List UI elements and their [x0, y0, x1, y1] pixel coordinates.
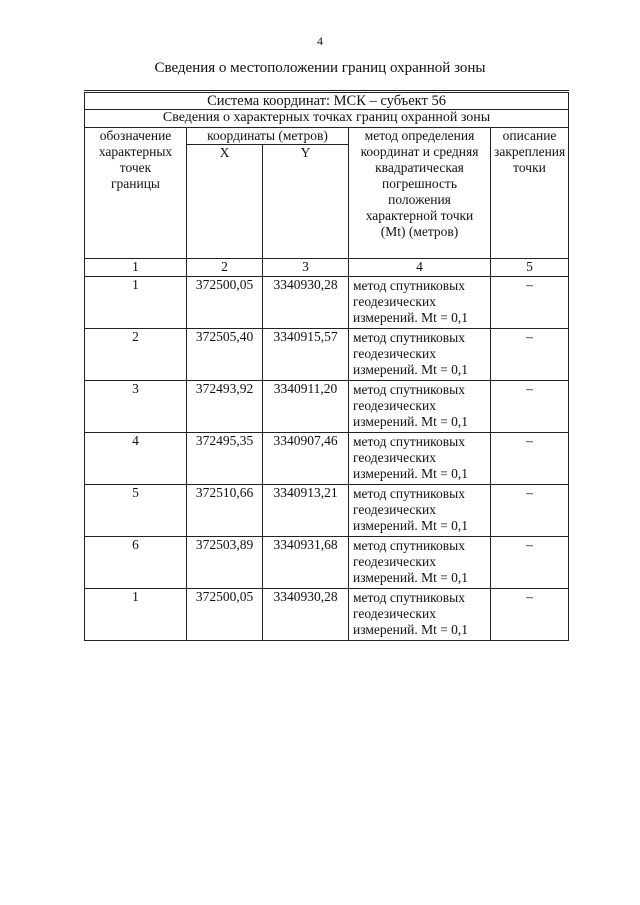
- measurement-method: метод спутниковых геодезических измерений. Mt = 0,1: [349, 433, 491, 485]
- coordinate-x: 372493,92: [187, 381, 263, 433]
- measurement-method: метод спутниковых геодезических измерений. Mt = 0,1: [349, 485, 491, 537]
- point-number: 5: [85, 485, 187, 537]
- table-row: [85, 277, 569, 329]
- page-number: 4: [317, 34, 323, 48]
- header-point-designation: обозначение характерных точек границы: [85, 128, 187, 259]
- table-row: [85, 329, 569, 381]
- point-description: –: [491, 433, 569, 485]
- header-point-description: описание закрепления точки: [491, 128, 569, 259]
- point-number: 2: [85, 329, 187, 381]
- measurement-method: метод спутниковых геодезических измерений. Mt = 0,1: [349, 277, 491, 329]
- point-number: 1: [85, 589, 187, 641]
- coordinate-y: 3340930,28: [263, 277, 349, 329]
- boundary-points-table: [84, 90, 569, 641]
- table-row: [85, 589, 569, 641]
- coordinate-y: 3340907,46: [263, 433, 349, 485]
- point-description: –: [491, 381, 569, 433]
- points-info-row: [85, 110, 569, 128]
- table-row: [85, 537, 569, 589]
- column-number: 4: [349, 259, 491, 277]
- coordinate-y: 3340913,21: [263, 485, 349, 537]
- point-description: –: [491, 277, 569, 329]
- header-y: Y: [263, 145, 349, 259]
- coordinate-x: 372495,35: [187, 433, 263, 485]
- measurement-method: метод спутниковых геодезических измерений. Mt = 0,1: [349, 381, 491, 433]
- table-row: [85, 381, 569, 433]
- header-x: X: [187, 145, 263, 259]
- point-number: 1: [85, 277, 187, 329]
- point-description: –: [491, 537, 569, 589]
- coordinate-x: 372503,89: [187, 537, 263, 589]
- point-description: –: [491, 589, 569, 641]
- coordinate-system-row: [85, 92, 569, 110]
- coordinate-x: 372505,40: [187, 329, 263, 381]
- coordinate-y: 3340911,20: [263, 381, 349, 433]
- column-numbers-row: [85, 259, 569, 277]
- column-number: 3: [263, 259, 349, 277]
- coordinate-y: 3340931,68: [263, 537, 349, 589]
- column-number: 5: [491, 259, 569, 277]
- coordinate-x: 372500,05: [187, 589, 263, 641]
- points-info-label: Сведения о характерных точках границ охранной зоны: [85, 110, 569, 128]
- measurement-method: метод спутниковых геодезических измерений. Mt = 0,1: [349, 537, 491, 589]
- table-row: [85, 433, 569, 485]
- coordinate-y: 3340930,28: [263, 589, 349, 641]
- coordinate-y: 3340915,57: [263, 329, 349, 381]
- measurement-method: метод спутниковых геодезических измерений. Mt = 0,1: [349, 589, 491, 641]
- header-method: метод определения координат и средняя квадратическая погрешность положения характерной точки (Mt) (метров): [349, 128, 491, 259]
- point-description: –: [491, 485, 569, 537]
- header-row: [85, 128, 569, 145]
- point-description: –: [491, 329, 569, 381]
- coordinate-x: 372500,05: [187, 277, 263, 329]
- coordinate-x: 372510,66: [187, 485, 263, 537]
- point-number: 6: [85, 537, 187, 589]
- document-title: Сведения о местоположении границ охранной зоны: [154, 60, 486, 76]
- header-coordinates-group: координаты (метров): [187, 128, 349, 145]
- point-number: 4: [85, 433, 187, 485]
- coordinate-system-label: Система координат: МСК – субъект 56: [85, 92, 569, 110]
- point-number: 3: [85, 381, 187, 433]
- column-number: 2: [187, 259, 263, 277]
- column-number: 1: [85, 259, 187, 277]
- table-row: [85, 485, 569, 537]
- measurement-method: метод спутниковых геодезических измерений. Mt = 0,1: [349, 329, 491, 381]
